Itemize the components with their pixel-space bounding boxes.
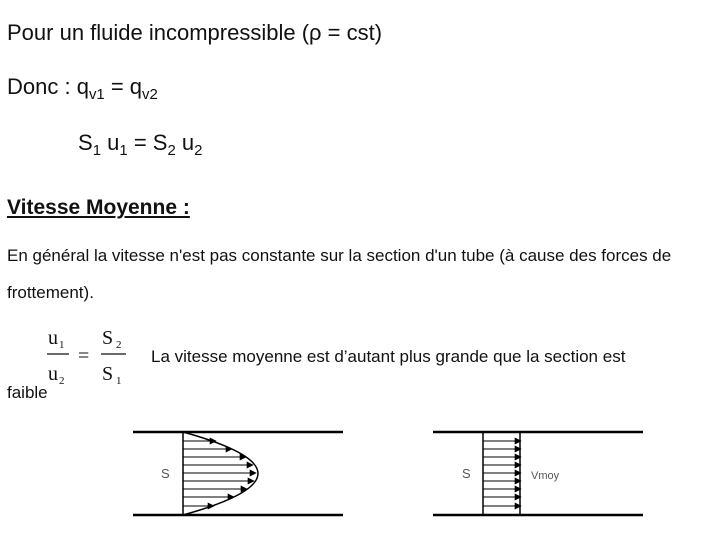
right-section-label: S: [462, 466, 471, 481]
formula-s1-sub: 1: [116, 375, 122, 386]
flow-rate-equals: = q: [104, 74, 143, 99]
statement-incompressible: Pour un fluide incompressible (ρ = cst): [7, 20, 383, 45]
parabolic-profile-diagram: [133, 432, 343, 515]
mean-velocity-diagram: [433, 432, 643, 515]
formula-u1: u: [48, 327, 58, 349]
velocity-u: u: [101, 130, 120, 155]
formula-s1: S: [102, 363, 114, 385]
explanation-paragraph: En général la vitesse n'est pas constante sur la section d'un tube (à cause des forces de frottement).: [7, 246, 672, 302]
flow-rate-prefix: Donc : q: [7, 74, 89, 99]
formula-u2-sub: 2: [59, 375, 65, 386]
formula-u2: u: [48, 363, 58, 385]
formula-s2-sub: 2: [116, 339, 122, 351]
section-s-2: = S: [127, 130, 168, 155]
section-title: Vitesse Moyenne :: [7, 196, 190, 219]
section-s: S: [78, 130, 93, 155]
velocity-u-sub-1: 1: [119, 142, 128, 160]
section-s-sub-2: 2: [167, 142, 176, 160]
formula-explanation-end: faible: [7, 383, 48, 402]
flow-rate-sub-1: v1: [88, 86, 105, 104]
formula-u1-sub: 1: [59, 339, 65, 351]
formula-s2: S: [102, 327, 114, 349]
flow-rate-sub-2: v2: [142, 86, 158, 104]
velocity-u-2: u: [175, 130, 195, 155]
velocity-u-sub-2: 2: [194, 142, 203, 160]
section-s-sub-1: 1: [92, 142, 102, 160]
uniform-velocity-arrows: [483, 441, 521, 506]
formula-explanation: La vitesse moyenne est d’autant plus grande que la section est: [151, 347, 626, 366]
velocity-arrows: [183, 441, 256, 506]
left-section-label: S: [161, 466, 170, 481]
mean-velocity-label: Vmoy: [531, 470, 560, 482]
formula-equals: =: [78, 345, 90, 367]
